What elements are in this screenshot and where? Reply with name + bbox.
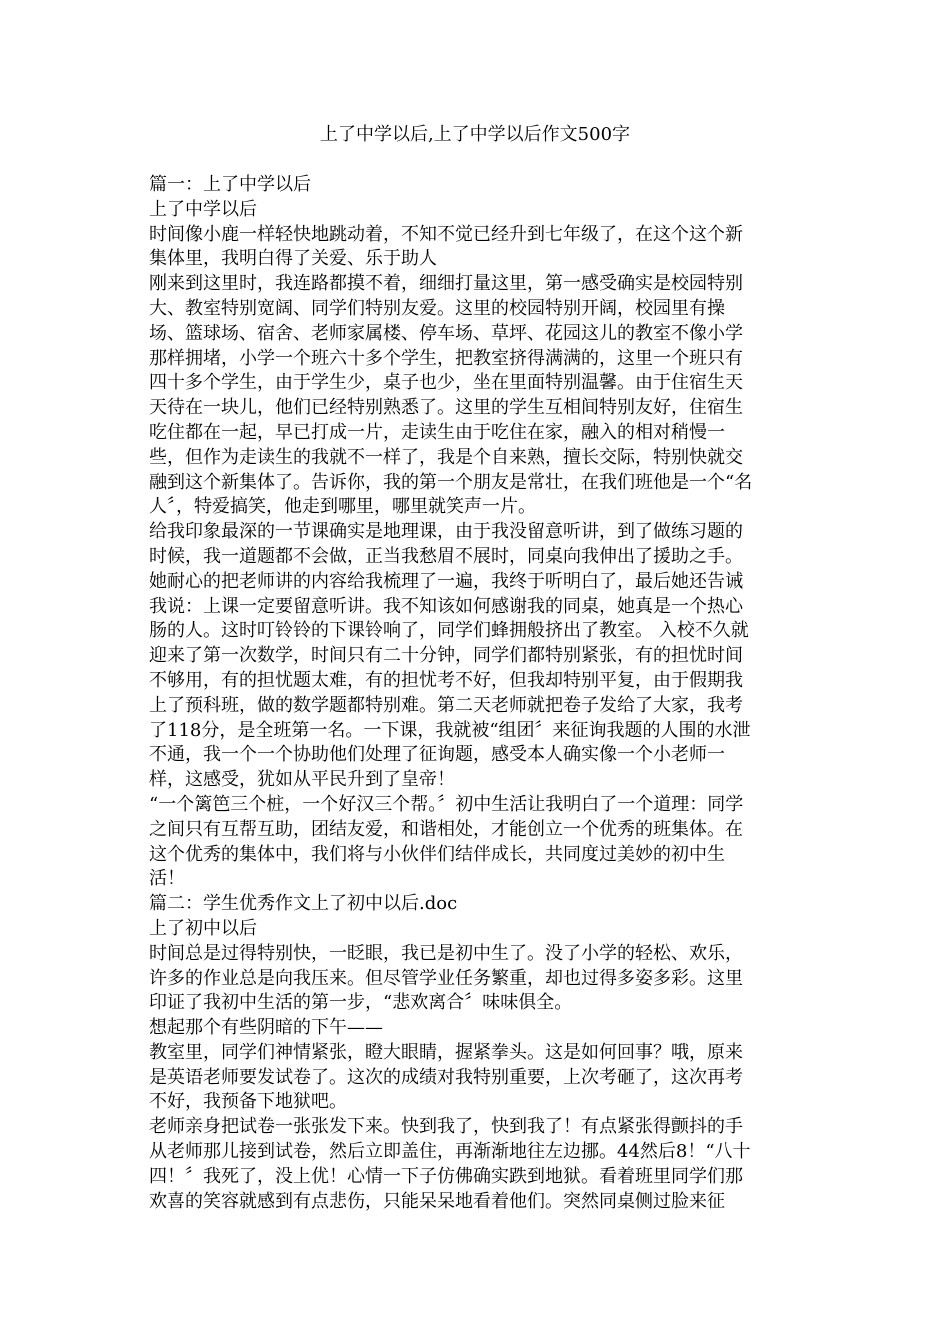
text-line: 四十多个学生，由于学生少，桌子也少，坐在里面特别温馨。由于住宿生天 xyxy=(149,372,743,394)
text-line: 上了预科班，做的数学题都特别难。第二天老师就把卷子发给了大家，我考 xyxy=(149,694,743,716)
text-line: 给我印象最深的一节课确实是地理课，由于我没留意听讲，到了做练习题的 xyxy=(149,521,743,543)
text-line: 时候，我一道题都不会做，正当我愁眉不展时，同桌向我伸出了援助之手。 xyxy=(149,545,743,567)
text-line: 时间总是过得特别快，一眨眼，我已是初中生了。没了小学的轻松、欢乐， xyxy=(149,942,743,964)
text-line: 我说：上课一定要留意听讲。我不知该如何感谢我的同桌，她真是一个热心 xyxy=(149,595,743,617)
document-body xyxy=(149,173,801,1214)
text-line: 迎来了第一次数学，时间只有二十分钟，同学们都特别紧张，有的担忧时间 xyxy=(149,645,743,667)
text-line: 集体里，我明白得了关爱、乐于助人 xyxy=(149,248,437,270)
document-title: 上了中学以后,上了中学以后作文500字 xyxy=(319,124,631,145)
text-line: “一个篱笆三个桩，一个好汉三个帮。〞初中生活让我明白了一个道理：同学 xyxy=(149,793,744,815)
text-line: 她耐心的把老师讲的内容给我梳理了一遍，我终于听明白了，最后她还告诫 xyxy=(149,570,743,592)
text-line: 是英语老师要发试卷了。这次的成绩对我特别重要，上次考砸了，这次再考 xyxy=(149,1066,743,1088)
text-line: 大、教室特别宽阔、同学们特别友爱。这里的校园特别开阔，校园里有操 xyxy=(149,297,725,319)
text-line: 欢喜的笑容就感到有点悲伤，只能呆呆地看着他们。突然同桌侧过脸来征 xyxy=(149,1190,725,1212)
text-line: 不好，我预备下地狱吧。 xyxy=(149,1091,347,1113)
text-line: 融到这个新集体了。告诉你，我的第一个朋友是常壮，在我们班他是一个“名 xyxy=(149,471,753,493)
text-line: 老师亲身把试卷一张张发下来。快到我了，快到我了！有点紧张得颤抖的手 xyxy=(149,1116,743,1138)
text-line: 上了中学以后 xyxy=(149,198,257,220)
text-line: 篇二：学生优秀作文上了初中以后.doc xyxy=(149,893,458,915)
text-line: 上了初中以后 xyxy=(149,917,257,939)
text-line: 篇一：上了中学以后 xyxy=(149,174,311,195)
text-line: 天待在一块儿，他们已经特别熟悉了。这里的学生互相间特别友好，住宿生 xyxy=(149,397,743,419)
text-line: 吃住都在一起，早已打成一片，走读生由于吃住在家，融入的相对稍慢一 xyxy=(149,421,725,443)
text-line: 不够用，有的担忧题太难，有的担忧考不好，但我却特别平复，由于假期我 xyxy=(149,669,743,691)
text-line: 场、篮球场、宿舍、老师家属楼、停车场、草坪、花园这儿的教室不像小学 xyxy=(149,322,743,344)
text-line: 活！ xyxy=(149,868,185,890)
text-line: 许多的作业总是向我压来。但尽管学业任务繁重，却也过得多姿多彩。这里 xyxy=(149,967,743,989)
text-line: 不通，我一个一个协助他们处理了征询题，感受本人确实像一个小老师一 xyxy=(149,744,725,766)
text-line: 四！〞我死了，没上优！心情一下子仿佛确实跌到地狱。看着班里同学们那 xyxy=(149,1165,743,1187)
text-line: 了118分，是全班第一名。一下课，我就被“组团〞来征询我题的人围的水泄 xyxy=(149,719,751,741)
text-line: 肠的人。这时叮铃铃的下课铃响了，同学们蜂拥般挤出了教室。 入校不久就 xyxy=(149,620,749,642)
text-line: 些，但作为走读生的我就不一样了，我是个自来熟，擅长交际，特别快就交 xyxy=(149,446,743,468)
text-line: 这个优秀的集体中，我们将与小伙伴们结伴成长，共同度过美妙的初中生 xyxy=(149,843,725,865)
text-line: 印证了我初中生活的第一步，“悲欢离合〞味味俱全。 xyxy=(149,992,573,1014)
text-line: 从老师那儿接到试卷，然后立即盖住，再渐渐地往左边挪。44然后8！“八十 xyxy=(149,1141,751,1163)
text-line: 样，这感受，犹如从平民升到了皇帝！ xyxy=(149,769,455,791)
text-line: 之间只有互帮互助，团结友爱，和谐相处，才能创立一个优秀的班集体。在 xyxy=(149,818,743,840)
text-line: 人〞，特爱搞笑，他走到哪里，哪里就笑声一片。 xyxy=(149,496,536,518)
text-line: 那样拥堵，小学一个班六十多个学生，把教室挤得满满的，这里一个班只有 xyxy=(149,347,743,369)
text-line: 刚来到这里时，我连路都摸不着，细细打量这里，第一感受确实是校园特别 xyxy=(149,273,743,295)
text-line: 教室里，同学们神情紧张，瞪大眼睛，握紧拳头。这是如何回事？哦，原来 xyxy=(149,1041,743,1063)
text-line: 时间像小鹿一样轻快地跳动着，不知不觉已经升到七年级了，在这个这个新 xyxy=(149,223,743,245)
text-line: 想起那个有些阴暗的下午—— xyxy=(149,1017,383,1039)
